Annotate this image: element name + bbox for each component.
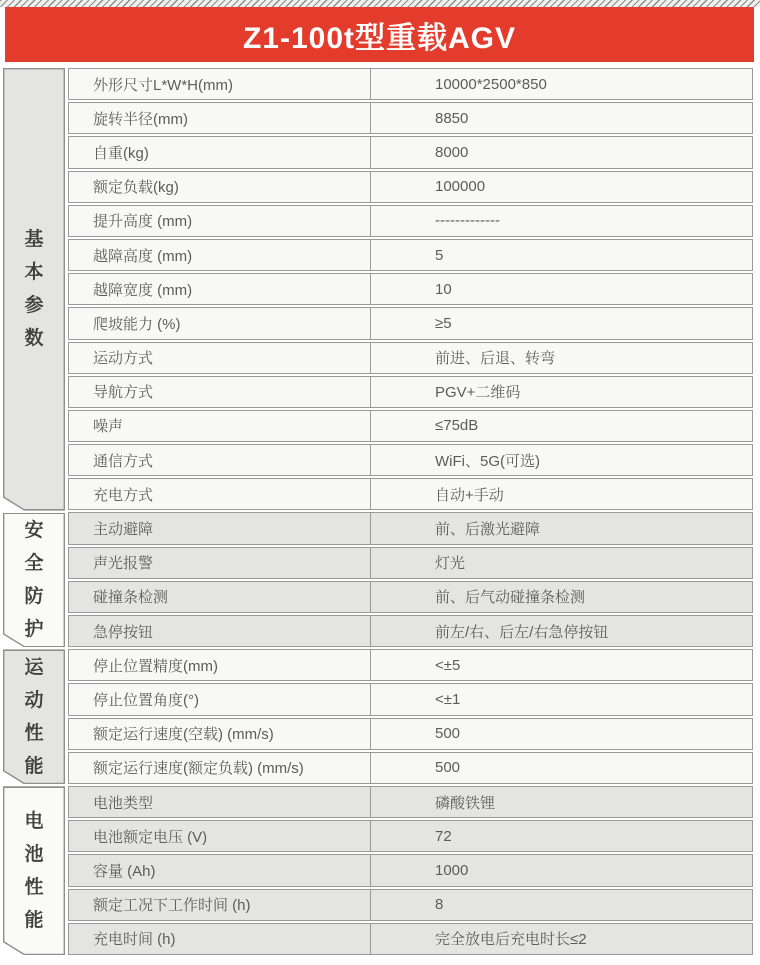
spec-label: 噪声 [69,411,371,441]
spec-value: 5 [435,246,444,264]
spec-value: 72 [435,827,452,845]
sidebar-label-char: 电 [24,810,44,832]
spec-value: 前左/右、后左/右急停按钮 [435,623,609,641]
sidebar-label-char: 运 [24,656,44,678]
spec-value: 前、后激光避障 [435,521,541,539]
spec-value: 500 [435,725,461,743]
spec-row [68,649,753,681]
spec-row [68,718,753,750]
page-title: Z1-100t型重载AGV [242,21,517,55]
spec-value: ------------- [435,212,500,230]
spec-row [68,136,753,168]
spec-label: 主动避障 [69,513,371,543]
spec-row [68,410,753,442]
spec-value: PGV+二维码 [435,384,521,402]
spec-row [68,889,753,921]
spec-value: <±5 [435,656,461,674]
sidebar-label-char: 性 [24,722,44,744]
spec-label: 提升高度 (mm) [69,206,371,236]
spec-row [68,478,753,510]
spec-row [68,68,753,100]
spec-value: WiFi、5G(可选) [435,452,540,470]
spec-value: 灯光 [435,555,466,573]
title-bar [5,7,754,62]
spec-row [68,615,753,647]
spec-value: 8850 [435,109,469,127]
sidebar-label-char: 数 [24,328,44,350]
spec-row [68,683,753,715]
spec-row [68,171,753,203]
spec-label: 通信方式 [69,445,371,475]
sidebar-label-char: 本 [24,262,44,284]
spec-label: 自重(kg) [69,137,371,167]
sidebar-label-char: 性 [24,876,44,898]
spec-row [68,102,753,134]
spec-row [68,547,753,579]
sidebar [3,68,65,955]
spec-label: 导航方式 [69,377,371,407]
spec-value: <±1 [435,690,461,708]
spec-value: 8000 [435,143,469,161]
spec-label: 急停按钮 [69,616,371,646]
spec-row [68,581,753,613]
spec-row [68,786,753,818]
spec-label: 电池类型 [69,787,371,817]
sidebar-label-char: 全 [24,552,44,574]
spec-value: 10000*2500*850 [435,75,547,93]
sidebar-section-label [3,68,65,511]
spec-value: 10 [435,280,452,298]
spec-value: 1000 [435,861,469,879]
sidebar-label-char: 基 [24,229,44,251]
sidebar-section-label [3,513,65,648]
spec-label: 外形尺寸L*W*H(mm) [69,69,371,99]
spec-table-body [68,68,753,955]
sidebar-section-battery-performance [3,786,65,955]
sidebar-section-label [3,649,65,784]
spec-row [68,307,753,339]
spec-table [3,68,753,955]
spec-label: 旋转半径(mm) [69,103,371,133]
spec-label: 停止位置精度(mm) [69,650,371,680]
spec-row [68,923,753,955]
spec-row [68,273,753,305]
spec-row [68,376,753,408]
sidebar-label-char: 防 [24,585,44,607]
spec-label: 运动方式 [69,343,371,373]
sidebar-label-char: 能 [24,909,44,931]
spec-label: 容量 (Ah) [69,855,371,885]
spec-row [68,854,753,886]
sidebar-section-safety-protection [3,513,65,648]
spec-label: 额定运行速度(空载) (mm/s) [69,719,371,749]
spec-row [68,752,753,784]
spec-row [68,205,753,237]
spec-row [68,512,753,544]
sidebar-label-char: 护 [24,618,44,640]
spec-value: 8 [435,896,444,914]
sidebar-section-label [3,786,65,955]
spec-label: 爬坡能力 (%) [69,308,371,338]
spec-value: 磷酸铁锂 [435,794,496,812]
spec-label: 电池额定电压 (V) [69,821,371,851]
spec-label: 额定工况下工作时间 (h) [69,890,371,920]
spec-value: 前、后气动碰撞条检测 [435,589,586,607]
sidebar-label-char: 动 [24,689,44,711]
spec-label: 额定负载(kg) [69,172,371,202]
spec-label: 碰撞条检测 [69,582,371,612]
spec-value: ≥5 [435,314,452,332]
sidebar-section-basic-parameters [3,68,65,511]
sidebar-label-char: 参 [24,295,44,317]
sidebar-label-char: 能 [24,755,44,777]
spec-label: 声光报警 [69,548,371,578]
spec-row [68,820,753,852]
spec-row [68,444,753,476]
sidebar-section-motion-performance [3,649,65,784]
spec-label: 停止位置角度(°) [69,684,371,714]
spec-label: 额定运行速度(额定负载) (mm/s) [69,753,371,783]
spec-row [68,239,753,271]
spec-value: ≤75dB [435,417,479,435]
spec-value: 500 [435,759,461,777]
spec-value: 自动+手动 [435,486,504,504]
spec-row [68,342,753,374]
spec-label: 越障高度 (mm) [69,240,371,270]
spec-value: 前进、后退、转弯 [435,350,556,368]
spec-label: 充电时间 (h) [69,924,371,954]
hatched-top-border [0,0,760,7]
spec-label: 充电方式 [69,479,371,509]
spec-value: 100000 [435,178,486,196]
sidebar-label-char: 池 [24,843,44,865]
spec-label: 越障宽度 (mm) [69,274,371,304]
spec-value: 完全放电后充电时长≤2 [435,931,587,949]
sidebar-label-char: 安 [24,519,44,541]
